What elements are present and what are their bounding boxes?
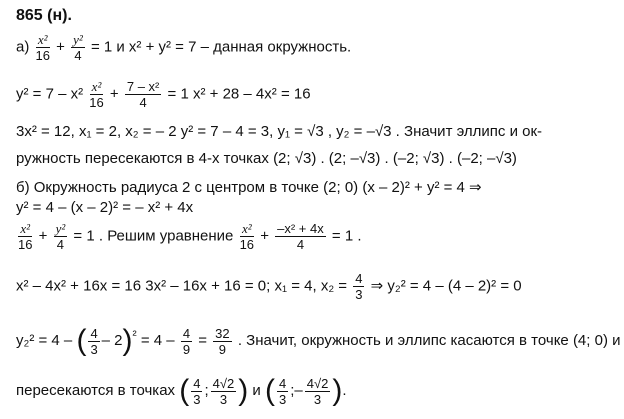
numerator: –x² + 4x [277,221,324,236]
operator: + [56,38,65,56]
equation-text: ⇒ y₂² = 4 – (4 – 2)² = 0 [370,277,522,295]
part-b-line-2: y² = 4 – (x – 2)² = – x² + 4x [16,199,194,216]
denominator: 3 [219,391,228,407]
line-4: ружность пересекаются в 4-х точках (2; √3) . (2; –√3) . (–2; √3) . (–2; –√3) [16,150,517,167]
fraction [36,33,50,62]
fraction [18,222,32,251]
numerator: 4√2 [306,375,329,391]
equation-text: = 1 . [331,227,362,245]
denominator: 3 [313,391,322,407]
line-3: 3x² = 12, x₁ = 2, x₂ = – 2 y² = 7 – 4 = 3, y₁ = √3 , y₂ = –√3 . Значит эллипс и ок- [16,123,543,140]
part-b-line-6: пересекаются в точках ( $\frac{4}{3}$ ; $\frac{4√2}{3}$ ) и ( $\frac{4}{3}$ ;– $\frac{4√2}{3}$ ). [16,374,347,407]
fraction [211,377,237,406]
right-paren: ) [332,374,343,407]
exponent: ² [132,327,137,342]
denominator: 3 [193,391,201,407]
equation-text: – 2 [101,331,123,349]
problem-number: 865 (н). [16,7,72,24]
equation-text: y² = 7 – x² [16,85,84,103]
denominator: 16 [89,95,104,110]
equation-text: x² – 4x² + 16x = 16 3x² – 16x + 16 = 0; x₁ = 4, x₂ = [16,277,348,295]
right-paren: ) [238,374,249,407]
fraction [275,222,326,251]
part-a-line [16,33,351,62]
fraction [213,327,231,356]
left-paren: ( [76,324,87,357]
fraction [277,377,288,406]
operator: – [294,381,303,399]
line-2 [16,80,311,109]
fraction [191,377,202,406]
equation-text: = [198,331,207,349]
denominator: 4 [74,48,82,63]
denominator: 16 [239,237,255,252]
numerator: 4 [182,325,191,341]
numerator: 4√2 [212,375,235,391]
equation-text: = 1 и x² + y² = 7 – данная окружность. [90,38,352,56]
equation-text: = 1 . Решим уравнение [73,227,234,245]
equation-text: y₂² = 4 – [16,331,73,349]
fraction [54,222,68,251]
numerator: 7 – x² [126,79,160,94]
numerator: 4 [90,325,98,341]
denominator: 3 [90,341,98,357]
numerator: x² [20,221,31,236]
operator: + [109,85,119,103]
equation-text: и [252,381,261,399]
fraction [305,377,331,406]
equation-text: = 4 – [140,331,175,349]
denominator: 3 [278,391,287,407]
fraction [181,327,192,356]
numerator: x² [37,32,48,47]
fraction [125,80,162,109]
fraction [240,222,254,251]
fraction [71,33,85,62]
left-paren: ( [264,374,275,407]
numerator: 4 [278,375,287,391]
denominator: 4 [56,237,65,252]
equation-text: = 1 x² + 28 – 4x² = 16 [167,85,311,103]
equation-text: пересекаются в точках [16,381,176,399]
part-b-line-1: б) Окружность радиуса 2 с центром в точке (2; 0) (x – 2)² + y² = 4 ⇒ [16,179,482,196]
part-a-label: а) [16,38,30,56]
numerator: x² [241,221,252,236]
right-paren: ) [122,324,133,357]
operator: + [260,227,269,245]
fraction [88,327,99,356]
denominator: 3 [355,287,363,302]
fraction [353,272,364,301]
denominator: 9 [218,341,227,357]
fraction [89,80,103,109]
denominator: 4 [296,237,305,252]
denominator: 4 [139,95,147,110]
denominator: 16 [35,48,50,63]
numerator: 4 [355,271,363,286]
part-b-line-5 [16,326,621,356]
part-b-line-3 [16,222,362,251]
left-paren: ( [179,374,190,407]
equation-text: . Значит, окружность и эллипс касаются в точке (4; 0) и [237,331,621,349]
equation-text: . [342,381,347,399]
numerator: 4 [193,375,201,391]
numerator: y² [73,32,83,47]
part-b-line-4 [16,272,522,301]
denominator: 9 [182,341,191,357]
numerator: 32 [215,325,230,341]
operator: + [38,227,48,245]
denominator: 16 [18,237,33,252]
numerator: y² [55,221,66,236]
numerator: x² [91,79,102,94]
